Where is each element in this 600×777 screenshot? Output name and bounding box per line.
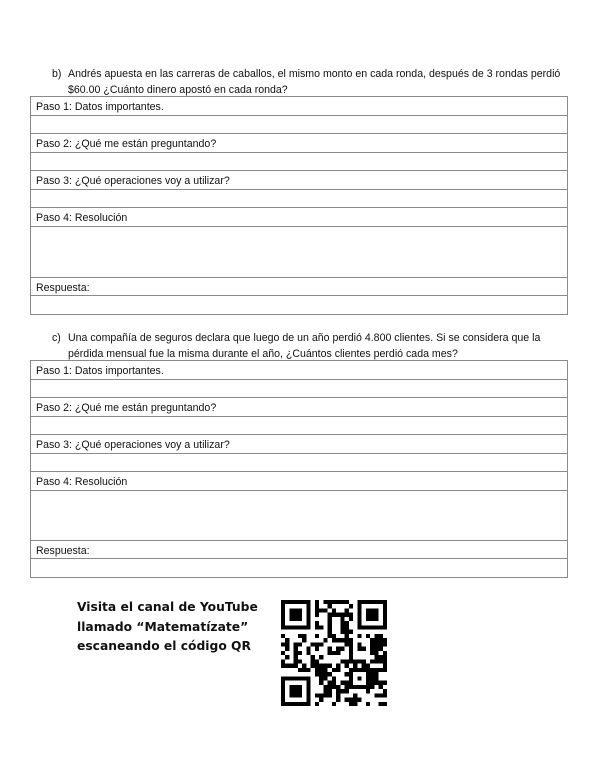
step3-label: Paso 3: ¿Qué operaciones voy a utilizar? xyxy=(31,435,567,454)
problem-b-letter: b) xyxy=(52,68,62,80)
problem-c xyxy=(52,330,570,362)
answer-space[interactable] xyxy=(31,559,567,578)
step3-answer-space[interactable] xyxy=(31,454,567,472)
promo-line-2: llamado “Matematízate” xyxy=(77,619,249,634)
step1-answer-space[interactable] xyxy=(31,116,567,134)
problem-b-text: Andrés apuesta en las carreras de caballos, el mismo monto en cada ronda, después de 3 rondas perdió $60.00 ¿Cuánto dinero apostó en cada ronda? xyxy=(68,68,561,96)
worksheet-table-c xyxy=(30,360,568,578)
step2-label: Paso 2: ¿Qué me están preguntando? xyxy=(31,134,567,153)
worksheet-table-b xyxy=(30,96,568,315)
promo-line-3: escaneando el código QR xyxy=(77,639,251,653)
step4-label: Paso 4: Resolución xyxy=(31,472,567,491)
problem-c-letter: c) xyxy=(52,332,61,344)
answer-label: Respuesta: xyxy=(31,278,567,296)
step2-label: Paso 2: ¿Qué me están preguntando? xyxy=(31,398,567,417)
step1-label: Paso 1: Datos importantes. xyxy=(31,97,567,116)
step4-answer-space[interactable] xyxy=(31,491,567,541)
youtube-promo xyxy=(77,598,267,657)
step3-answer-space[interactable] xyxy=(31,190,567,208)
step4-label: Paso 4: Resolución xyxy=(31,208,567,227)
step3-label: Paso 3: ¿Qué operaciones voy a utilizar? xyxy=(31,171,567,190)
answer-space[interactable] xyxy=(31,296,567,315)
step2-answer-space[interactable] xyxy=(31,153,567,171)
step1-label: Paso 1: Datos importantes. xyxy=(31,361,567,380)
problem-b xyxy=(52,66,570,98)
problem-c-text: Una compañía de seguros declara que luego de un año perdió 4.800 clientes. Si se considera que la pérdida mensual fue la misma durante el año, ¿Cuántos clientes perdió cada mes? xyxy=(68,332,541,360)
promo-line-1: Visita el canal de YouTube xyxy=(77,600,258,614)
step1-answer-space[interactable] xyxy=(31,380,567,398)
step2-answer-space[interactable] xyxy=(31,417,567,435)
qr-code-icon[interactable] xyxy=(281,600,387,706)
answer-label: Respuesta: xyxy=(31,541,567,559)
step4-answer-space[interactable] xyxy=(31,227,567,278)
